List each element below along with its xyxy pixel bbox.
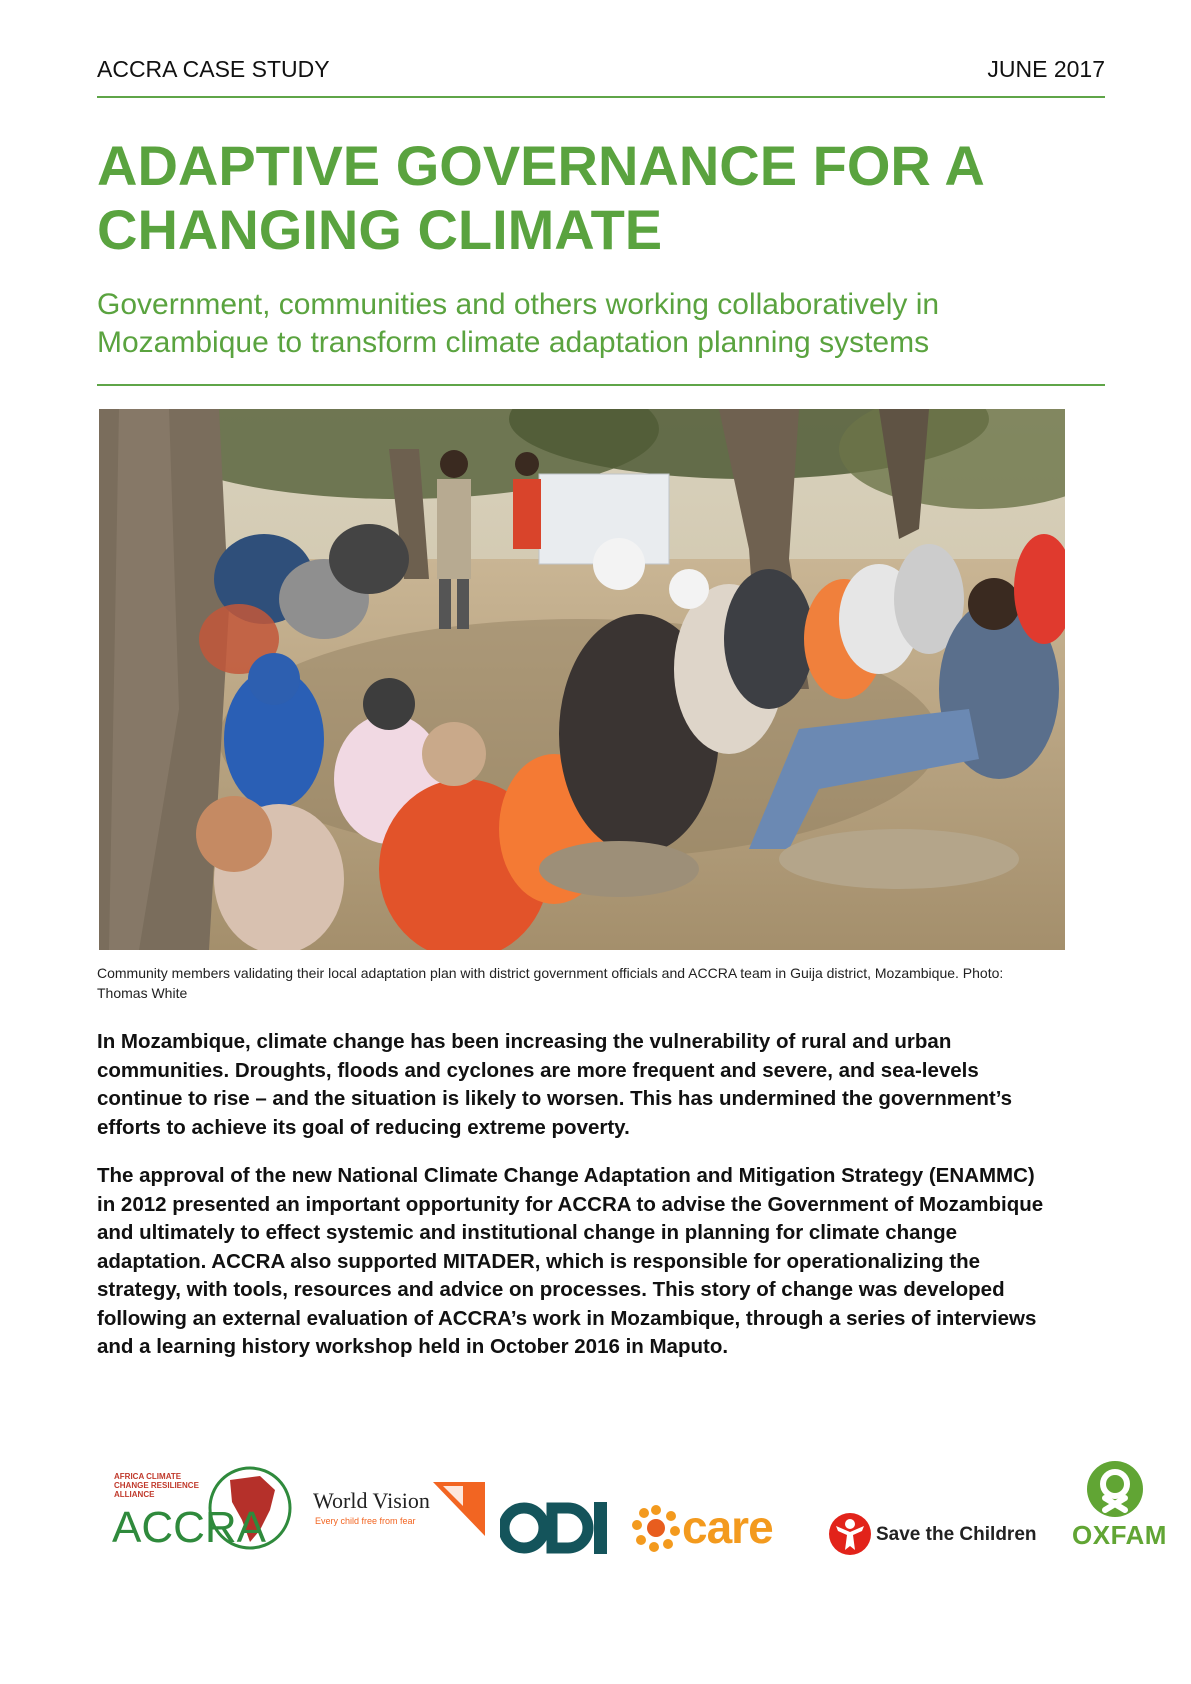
save-the-children-wordmark: Save the Children	[876, 1524, 1037, 1545]
partner-logos	[0, 1440, 1191, 1580]
page-title: ADAPTIVE GOVERNANCE FOR A CHANGING CLIMATE	[97, 134, 983, 261]
care-hands-icon	[632, 1504, 680, 1552]
header-rule	[97, 96, 1105, 98]
world-vision-wordmark: World Vision	[313, 1488, 430, 1513]
odi-wordmark-icon	[500, 1502, 615, 1554]
header-series-label: ACCRA CASE STUDY	[97, 56, 330, 82]
cover-photo	[99, 409, 1065, 950]
odi-logo	[500, 1502, 615, 1554]
save-the-children-logo	[828, 1512, 1058, 1562]
care-wordmark: care	[682, 1501, 773, 1553]
header-date: JUNE 2017	[987, 56, 1105, 82]
body-paragraph: The approval of the new National Climate Change Adaptation and Mitigation Strategy (ENAMMC) in 2012 presented an important opportunity for ACCRA to advise the Government of Mozambique and ultimately to effect systemic and institutional change in planning for climate change adaptation. ACCRA also supported MITADER, which is responsible for operationalizing the strategy, with tools, resources and advice on processes. This story of change was developed following an external evaluation of ACCRA’s work in Mozambique, through a series of interviews and a learning history workshop held in October 2016 in Maputo.	[97, 1164, 1044, 1358]
save-the-children-figure-icon	[828, 1512, 872, 1556]
world-vision-tagline: Every child free from fear	[315, 1516, 416, 1526]
subtitle-rule	[97, 384, 1105, 386]
accra-logo	[110, 1450, 300, 1560]
care-logo	[632, 1502, 782, 1554]
oxfam-wordmark: OXFAM	[1072, 1520, 1167, 1550]
accra-wordmark: ACCRA	[112, 1503, 267, 1552]
oxfam-logo	[1072, 1460, 1167, 1560]
intro-paragraph: In Mozambique, climate change has been increasing the vulnerability of rural and urban communities. Droughts, floods and cyclones are more frequent and severe, and sea-levels continue to rise – and the situation is likely to worsen. This has undermined the government’s efforts to achieve its goal of reducing extreme poverty.	[97, 1030, 1013, 1139]
page-subtitle: Government, communities and others working collaboratively in Mozambique to transform climate adaptation planning systems	[97, 288, 940, 359]
world-vision-logo	[313, 1488, 483, 1548]
world-vision-star-icon	[433, 1482, 485, 1536]
accra-tagline: AFRICA CLIMATE CHANGE RESILIENCE ALLIANCE	[114, 1472, 199, 1499]
oxfam-symbol-icon	[1086, 1460, 1144, 1518]
page-header	[97, 56, 1105, 83]
photo-caption: Community members validating their local adaptation plan with district government officials and ACCRA team in Guija district, Mozambique. Photo: Thomas White	[97, 965, 1004, 1001]
cover-photo-illustration	[99, 409, 1065, 950]
